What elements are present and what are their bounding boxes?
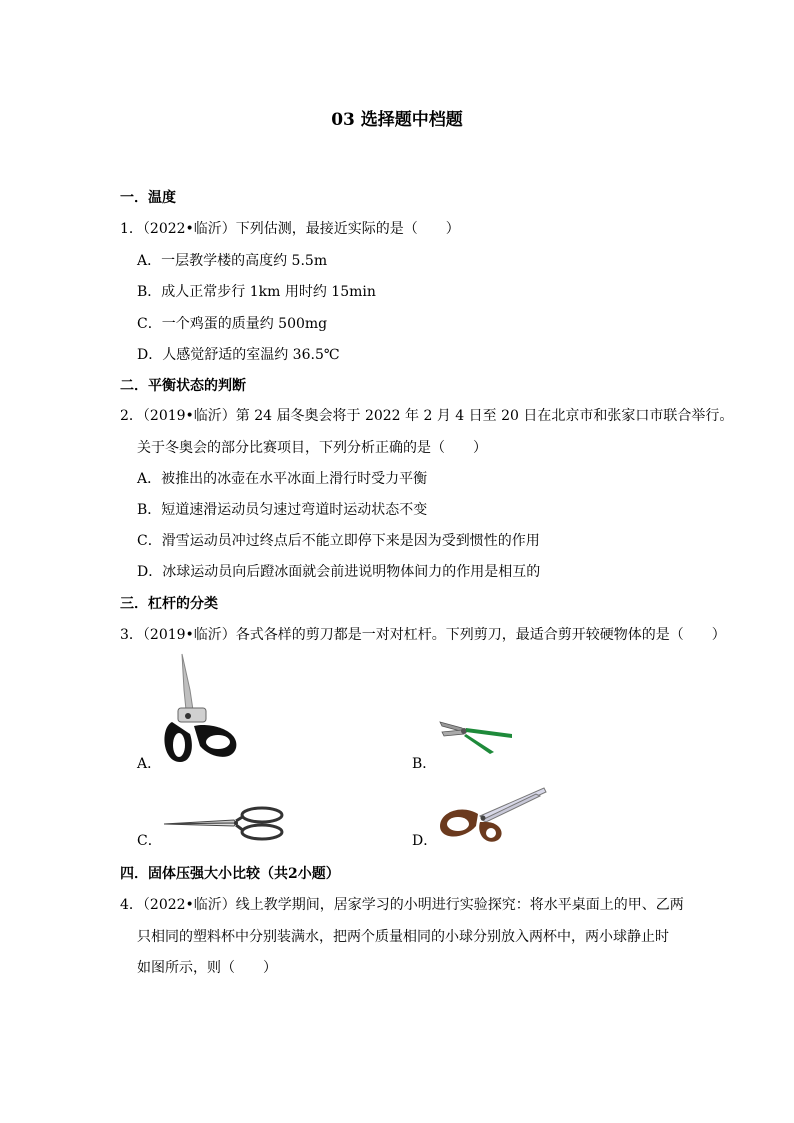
- question-2-option-c: C．滑雪运动员冲过终点后不能立即停下来是因为受到惯性的作用: [137, 533, 540, 549]
- question-1-option-c: C．一个鸡蛋的质量约 500mg: [137, 316, 328, 332]
- question-1-option-a: A．一层教学楼的高度约 5.5m: [137, 253, 328, 269]
- option-b-label: B．: [412, 756, 437, 772]
- page-title: 03 选择题中档题: [331, 110, 463, 130]
- question-4-stem-line2: 只相同的塑料杯中分别装满水，把两个质量相同的小球分别放入两杯中，两小球静止时: [137, 929, 669, 945]
- question-4-stem-line3: 如图所示，则（ ）: [137, 960, 277, 976]
- scissors-d-image: [436, 786, 551, 846]
- question-1-option-d: D．人感觉舒适的室温约 36.5℃: [137, 347, 340, 363]
- scissors-a-image: [160, 650, 240, 770]
- question-1-stem: 1．（2022•临沂）下列估测，最接近实际的是（ ）: [120, 221, 460, 237]
- question-2-option-b: B．短道速滑运动员匀速过弯道时运动状态不变: [137, 502, 428, 518]
- question-2-stem-line2: 关于冬奥会的部分比赛项目，下列分析正确的是（ ）: [137, 440, 487, 456]
- question-4-stem-line1: 4．（2022•临沂）线上教学期间，居家学习的小明进行实验探究：将水平桌面上的甲、乙两: [120, 897, 684, 913]
- question-2-stem-line1: 2．（2019•临沂）第 24 届冬奥会将于 2022 年 2 月 4 日至 20 日在北京市和张家口市联合举行。: [120, 408, 734, 424]
- question-2-option-a: A．被推出的冰壶在水平冰面上滑行时受力平衡: [137, 471, 428, 487]
- option-d-label: D．: [412, 833, 438, 849]
- scissors-c-image: [162, 806, 287, 842]
- question-2-option-d: D．冰球运动员向后蹬冰面就会前进说明物体间力的作用是相互的: [137, 564, 541, 580]
- section-heading-temperature: 一．温度: [120, 190, 176, 206]
- section-heading-lever: 三．杠杆的分类: [120, 596, 218, 612]
- option-c-label: C．: [137, 833, 162, 849]
- section-heading-pressure: 四．固体压强大小比较（共2小题）: [120, 866, 340, 882]
- scissors-b-image: [438, 718, 518, 758]
- question-1-option-b: B．成人正常步行 1km 用时约 15min: [137, 284, 376, 300]
- section-heading-balance: 二．平衡状态的判断: [120, 378, 246, 394]
- option-a-label: A．: [137, 756, 162, 772]
- question-3-stem: 3．（2019•临沂）各式各样的剪刀都是一对对杠杆。下列剪刀，最适合剪开较硬物体的是（ ）: [120, 627, 726, 643]
